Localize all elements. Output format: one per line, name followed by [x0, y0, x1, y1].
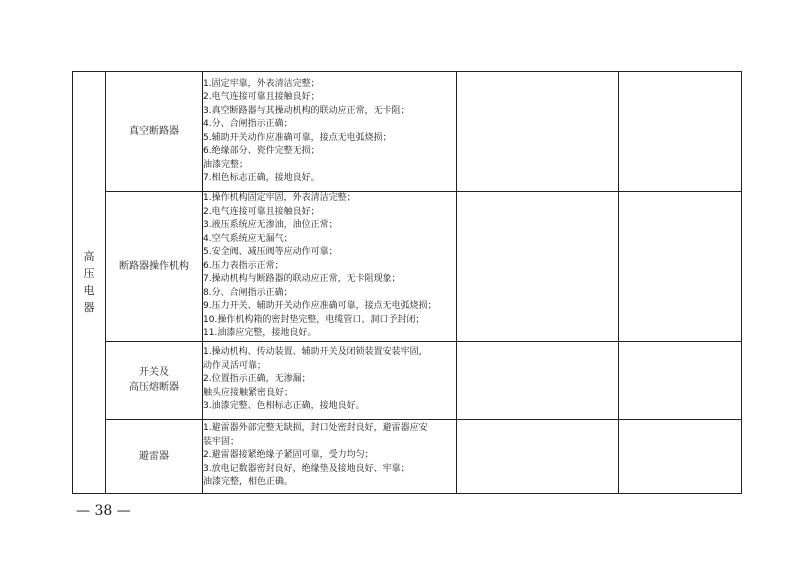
category-label: 高压电器: [83, 250, 95, 315]
requirement-line: 2.电气连接可靠且接触良好；: [203, 206, 320, 217]
requirements-cell: [203, 72, 457, 192]
item-name-cell: [106, 72, 203, 192]
requirement-line: 油漆完整；: [203, 159, 249, 170]
requirement-line: 4.分、合闸指示正确；: [203, 119, 293, 129]
requirement-line: 3.油漆完整、色相标志正确，接地良好。: [203, 401, 365, 412]
item-name: 真空断路器: [129, 126, 179, 137]
requirement-line: 7.相色标志正确，接地良好。: [203, 173, 320, 183]
requirement-line: 装牢固；: [203, 436, 240, 447]
requirements-cell: [203, 192, 457, 342]
requirement-line: 2.避雷器接紧绝缘子紧固可靠，受力均匀；: [203, 450, 374, 461]
table-row: [73, 72, 742, 192]
requirement-line: 11.油漆应完整，接地良好。: [203, 328, 317, 338]
requirement-line: 3.放电记数器密封良好，绝缘垫及接地良好、牢靠；: [203, 463, 410, 474]
requirement-line: 1.固定牢靠，外表清洁完整；: [203, 78, 320, 89]
table-row: [73, 341, 742, 419]
item-name-line: 高压熔断器: [129, 382, 179, 393]
category-cell: [73, 72, 106, 494]
result-cell: [457, 72, 619, 192]
requirement-line: 2.电气连接可靠且接触良好；: [203, 92, 320, 102]
item-name: 避雷器: [139, 450, 169, 462]
requirement-line: 油漆完整，相色正确。: [203, 477, 294, 488]
requirement-line: 1.操作机构固定牢固，外表清洁完整；: [203, 193, 356, 203]
requirement-line: 5.安全阀、减压阀等应动作可靠；: [203, 247, 338, 257]
requirement-line: 3.液压系统应无渗油，油位正常；: [203, 220, 338, 230]
requirements-cell: [203, 419, 457, 493]
remark-cell: [619, 341, 742, 419]
requirement-line: 触头应接触紧密良好；: [203, 387, 294, 398]
item-name-cell: [106, 419, 203, 493]
result-cell: [457, 341, 619, 419]
requirement-line: 7.操动机构与断路器的联动应正常，无卡阻现象；: [203, 274, 401, 284]
result-cell: [457, 192, 619, 342]
requirement-line: 1.避雷器外部完整无缺损，封口处密封良好，避雷器应安: [203, 423, 428, 434]
page-number: — 38 —: [76, 503, 131, 519]
remark-cell: [619, 72, 742, 192]
requirements-cell: [203, 341, 457, 419]
item-name-cell: [106, 341, 203, 419]
requirement-line: 9.压力开关、辅助开关动作应准确可靠，接点无电弧烧损；: [203, 301, 437, 311]
remark-cell: [619, 419, 742, 493]
requirement-line: 动作灵活可靠；: [203, 360, 267, 371]
table-row: [73, 192, 742, 342]
table-row: [73, 419, 742, 493]
requirement-line: 2.位置指示正确，无渗漏；: [203, 374, 311, 385]
item-name-line: 开关及: [139, 367, 169, 378]
requirement-line: 1.操动机构、传动装置、辅助开关及闭锁装置安装牢固，: [203, 347, 428, 358]
result-cell: [457, 419, 619, 493]
requirement-line: 8.分、合闸指示正确；: [203, 287, 293, 298]
requirement-line: 4.空气系统应无漏气；: [203, 233, 293, 244]
item-name: 断路器操作机构: [119, 260, 189, 272]
requirement-line: 3.真空断路器与其操动机构的联动应正常，无卡阻；: [203, 105, 410, 116]
requirement-line: 5.辅助开关动作应准确可靠，接点无电弧烧损；: [203, 132, 392, 143]
item-name-cell: [106, 192, 203, 342]
requirement-line: 10.操作机构箱的密封垫完整，电缆管口、洞口予封闭；: [203, 314, 425, 325]
remark-cell: [619, 192, 742, 342]
requirement-line: 6.绝缘部分、瓷件完整无损；: [203, 146, 320, 156]
inspection-table: [72, 71, 742, 494]
requirement-line: 6.压力表指示正常；: [203, 260, 284, 271]
